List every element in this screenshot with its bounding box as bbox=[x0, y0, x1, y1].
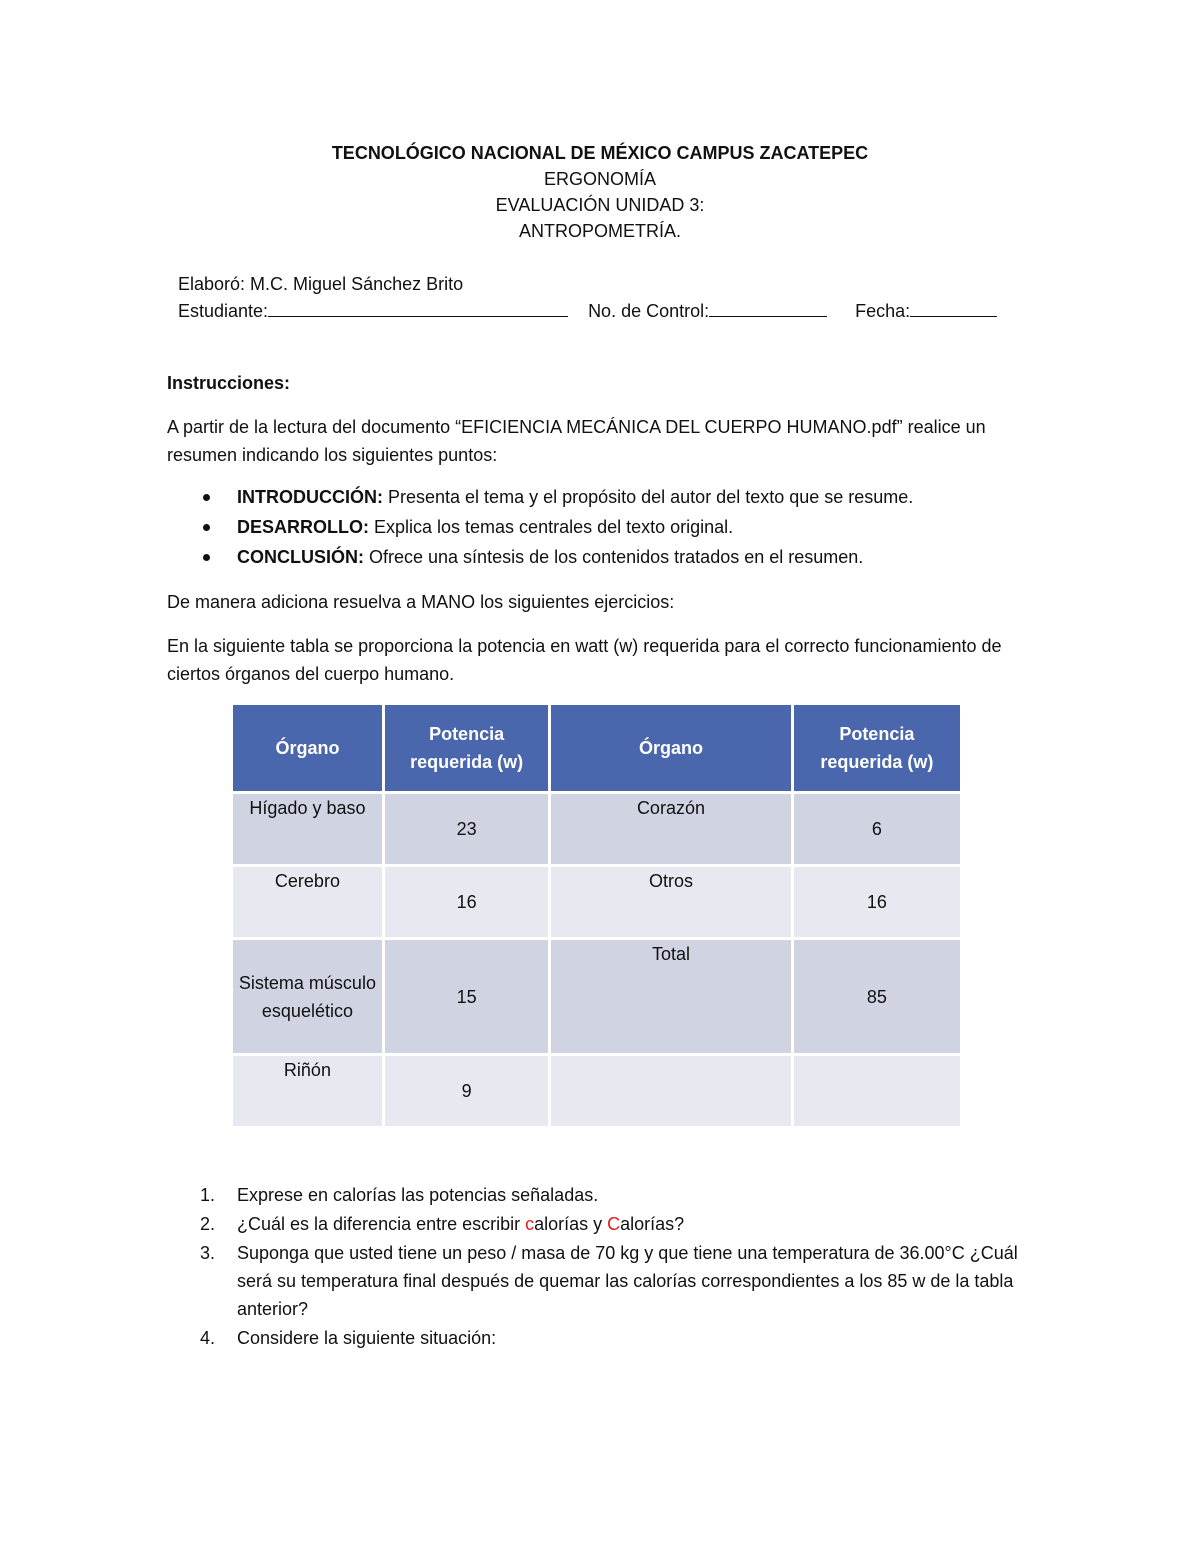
student-info-row bbox=[178, 298, 997, 325]
summary-points-list bbox=[167, 482, 1047, 572]
table-cell bbox=[551, 1056, 790, 1126]
instructions-intro: A partir de la lectura del documento “EFICIENCIA MECÁNICA DEL CUERPO HUMANO.pdf” realice un resumen indicando los siguientes puntos: bbox=[167, 417, 986, 465]
instructions-section bbox=[167, 369, 1047, 688]
table-cell: Riñón bbox=[233, 1056, 382, 1126]
bullet-icon bbox=[203, 524, 210, 531]
meta-block bbox=[178, 271, 997, 325]
control-label: No. de Control: bbox=[588, 301, 710, 321]
table-cell: 15 bbox=[385, 940, 548, 1053]
table-cell: 23 bbox=[385, 794, 548, 864]
table-intro: En la siguiente tabla se proporciona la potencia en watt (w) requerida para el correcto funcionamiento de ciertos órganos del cuerpo humano. bbox=[167, 636, 1002, 684]
organ-power-table bbox=[230, 702, 963, 1129]
control-number-blank[interactable] bbox=[709, 298, 827, 317]
date-label: Fecha: bbox=[855, 301, 911, 321]
date-blank[interactable] bbox=[910, 298, 997, 317]
list-item: INTRODUCCIÓN: Presenta el tema y el propósito del autor del texto que se resume. bbox=[167, 482, 1047, 512]
table-row bbox=[233, 867, 960, 937]
table-cell bbox=[794, 1056, 960, 1126]
author-line: Elaboró: M.C. Miguel Sánchez Brito bbox=[178, 274, 464, 294]
table-cell: 16 bbox=[385, 867, 548, 937]
header-power: Potencia requerida (w) bbox=[794, 705, 960, 791]
header-organ: Órgano bbox=[233, 705, 382, 791]
table-cell: 16 bbox=[794, 867, 960, 937]
additional-instructions: De manera adiciona resuelva a MANO los siguientes ejercicios: bbox=[167, 592, 675, 612]
header-organ: Órgano bbox=[551, 705, 790, 791]
bullet-icon bbox=[203, 554, 210, 561]
topic-title: ANTROPOMETRÍA. bbox=[518, 221, 681, 241]
table-cell: Total bbox=[551, 940, 790, 1053]
header-power: Potencia requerida (w) bbox=[385, 705, 548, 791]
list-item: CONCLUSIÓN: Ofrece una síntesis de los contenidos tratados en el resumen. bbox=[167, 542, 1047, 572]
table-cell: Corazón bbox=[551, 794, 790, 864]
table-cell: Cerebro bbox=[233, 867, 382, 937]
list-item: 2. ¿Cuál es la diferencia entre escribir calorías y Calorías? bbox=[200, 1214, 685, 1234]
table-row bbox=[233, 1056, 960, 1126]
table-cell: 6 bbox=[794, 794, 960, 864]
table-cell: Otros bbox=[551, 867, 790, 937]
list-item: 4. Considere la siguiente situación: bbox=[200, 1328, 497, 1348]
table-header-row bbox=[233, 705, 960, 791]
list-item: DESARROLLO: Explica los temas centrales del texto original. bbox=[167, 512, 1047, 542]
list-item: 3. Suponga que usted tiene un peso / masa de 70 kg y que tiene una temperatura de 36.00°C ¿Cuál será su temperatura final después de quemar las calorías correspondientes a los 85 w de la tabla anterior? bbox=[200, 1243, 1018, 1319]
table-cell: 9 bbox=[385, 1056, 548, 1126]
table-row bbox=[233, 794, 960, 864]
exercise-list bbox=[200, 1181, 1050, 1352]
table-cell: Sistema músculo esquelético bbox=[233, 940, 382, 1053]
subject-title: ERGONOMÍA bbox=[543, 169, 656, 189]
student-name-blank[interactable] bbox=[268, 298, 568, 317]
instructions-title: Instrucciones: bbox=[167, 373, 291, 393]
document-header bbox=[0, 140, 1200, 244]
list-item: 1. Exprese en calorías las potencias señaladas. bbox=[200, 1185, 599, 1205]
evaluation-title: EVALUACIÓN UNIDAD 3: bbox=[495, 195, 705, 215]
table-cell: 85 bbox=[794, 940, 960, 1053]
institution-title: TECNOLÓGICO NACIONAL DE MÉXICO CAMPUS ZACATEPEC bbox=[331, 143, 869, 163]
bullet-icon bbox=[203, 494, 210, 501]
table-cell: Hígado y baso bbox=[233, 794, 382, 864]
student-label: Estudiante: bbox=[178, 301, 269, 321]
table-row bbox=[233, 940, 960, 1053]
